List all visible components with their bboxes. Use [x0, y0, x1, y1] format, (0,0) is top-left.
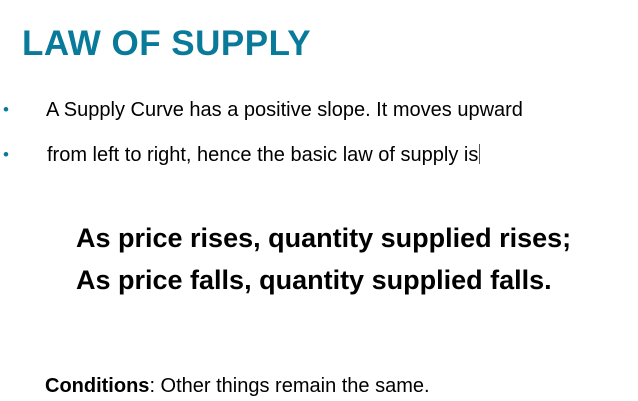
law-statement-falls: As price falls, quantity supplied falls. — [76, 265, 552, 295]
text-cursor — [479, 144, 480, 164]
bullet-text: A Supply Curve has a positive slope. It moves upward — [46, 99, 523, 121]
law-statement-rises: As price rises, quantity supplied rises; — [76, 223, 572, 253]
bullet-text: from left to right, hence the basic law of supply is — [47, 144, 479, 166]
bullet-text-with-cursor[interactable] — [47, 143, 480, 167]
conditions-line — [45, 374, 430, 398]
slide-title: LAW OF SUPPLY — [22, 24, 312, 63]
conditions-label: Conditions — [45, 375, 150, 397]
bullet-dot-icon: • — [3, 145, 9, 164]
bullet-dot-icon: • — [3, 100, 9, 119]
conditions-text: : Other things remain the same. — [149, 375, 430, 397]
